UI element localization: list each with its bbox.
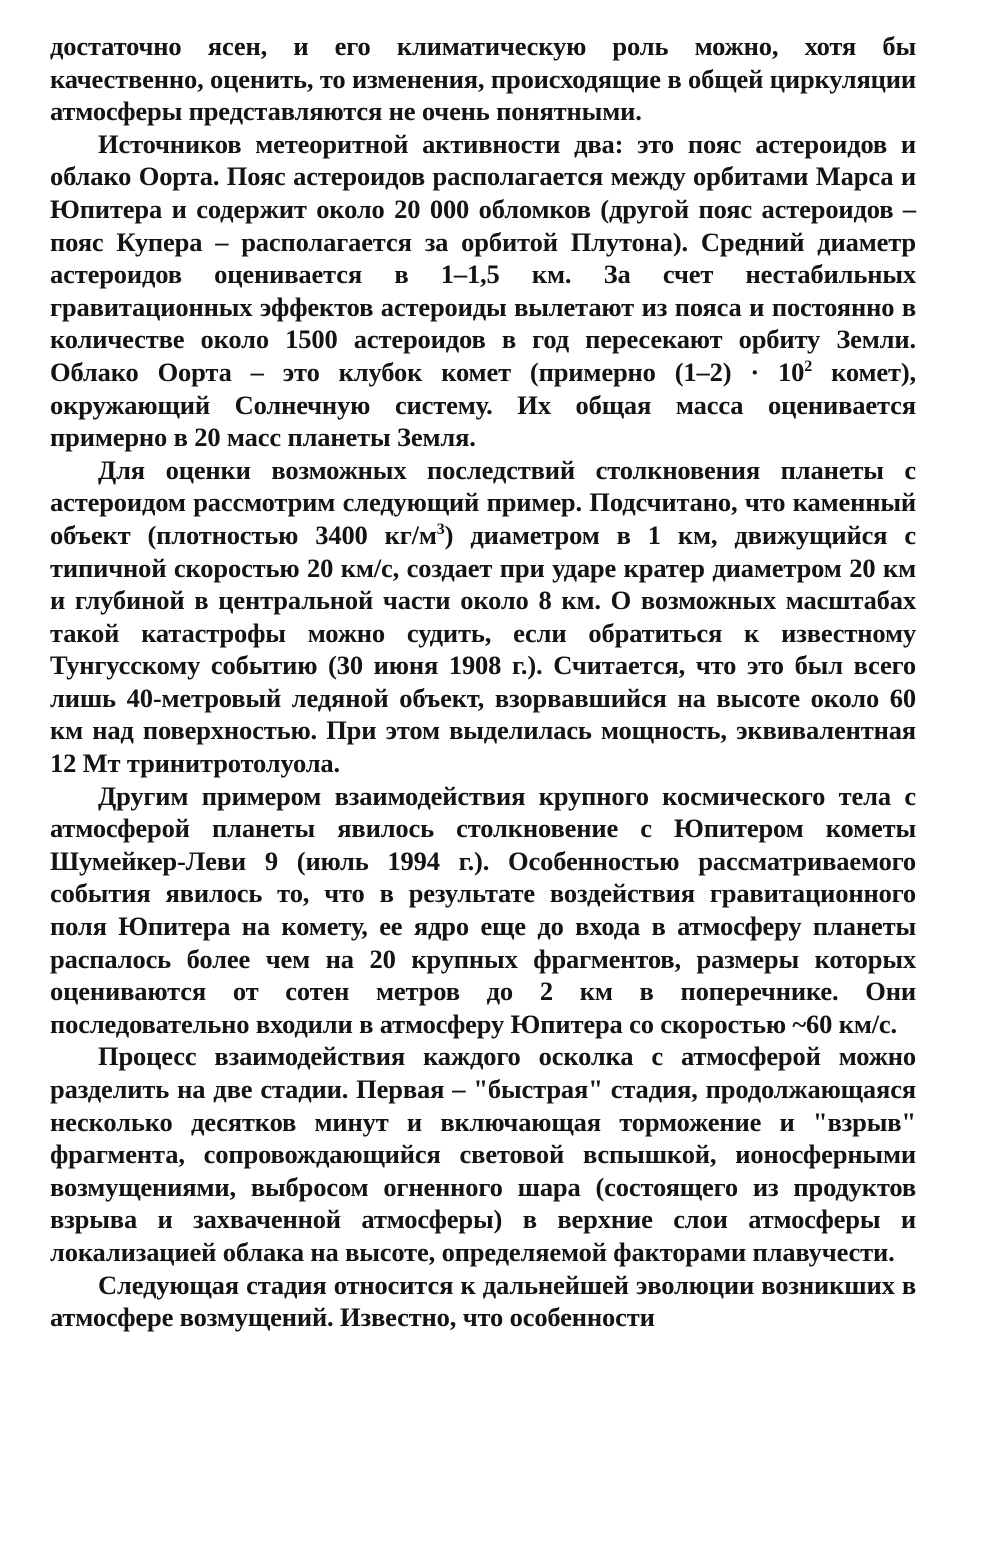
paragraph-5-text: Процесс взаимодействия каждого осколка с атмосферой можно разделить на две стадии. Первая – "быстрая" стадия, продолжающаяся несколько десятков минут и включающая торможение и "взрыв" фрагмента, сопровождающийся световой вспышкой, ионосферными возмущениями, выбросом огненного шара (состоящего из продуктов взрыва и захваченной атмосферы) в верхние слои атмосферы и локализацией облака на высоте, определяемой факторами плавучести. (50, 1041, 916, 1267)
paragraph-6-text: Следующая стадия относится к дальнейшей эволюции возникших в атмосфере возмущений. Известно, что особенности (50, 1269, 916, 1333)
paragraph-4-text: Другим примером взаимодействия крупного космического тела с атмосферой планеты явилось столкновение с Юпитером кометы Шумейкер-Леви 9 (июль 1994 г.). Особенностью рассматриваемого события явилось то, что в результате воздействия гравитационного поля Юпитера на комету, ее ядро еще до входа в атмосферу планеты распалось более чем на 20 крупных фрагментов, размеры которых оцениваются от сотен метров до 2 км в поперечнике. Они последовательно входили в атмосферу Юпитера со скоростью ~60 км/с. (50, 780, 916, 1039)
paragraph-4 (50, 780, 916, 1041)
exponent-superscript: 2 (804, 358, 813, 376)
paragraph-3 (50, 454, 916, 780)
paragraph-5 (50, 1040, 916, 1268)
paragraph-2 (50, 128, 916, 454)
paragraph-1 (50, 30, 916, 128)
paragraph-1-text: достаточно ясен, и его климатическую роль можно, хотя бы качественно, оценить, то изменения, происходящие в общей циркуляции атмосферы представляются не очень понятными. (50, 31, 916, 127)
paragraph-3-text-b: ) диаметром в 1 км, движущийся с типичной скоростью 20 км/с, создает при ударе кратер диаметром 20 км и глубиной в центральной части около 8 км. О возможных масштабах такой катастрофы можно судить, если обратиться к известному Тунгусскому событию (30 июня 1908 г.). Считается, что это был всего лишь 40-метровый ледяной объект, взорвавшийся на высоте около 60 км над поверхностью. При этом выделилась мощность, эквивалентная 12 Мт тринитротолуола. (50, 519, 916, 779)
paragraph-3-text-a: Для оценки возможных последствий столкновения планеты с астероидом рассмотрим следующий пример. Подсчитано, что каменный объект (плотностью 3400 кг/м (50, 454, 916, 550)
paragraph-6 (50, 1269, 916, 1334)
paragraph-2-text-a: Источников метеоритной активности два: это пояс астероидов и облако Оорта. Пояс астероидов располагается между орбитами Марса и Юпитера и содержит около 20 000 обломков (другой пояс астероидов – пояс Купера – располагается за орбитой Плутона). Средний диаметр астероидов оценивается в 1–1,5 км. За счет нестабильных гравитационных эффектов астероиды вылетают из пояса и постоянно в количестве около 1500 астероидов в год пересекают орбиту Земли. Облако Оорта – это клубок комет (примерно (1–2) · 10 (50, 128, 916, 387)
unit-superscript: 3 (436, 521, 445, 539)
document-page (50, 30, 916, 1334)
paragraph-2-text-b: комет), окружающий Солнечную систему. Их общая масса оценивается примерно в 20 масс планеты Земля. (50, 356, 916, 453)
